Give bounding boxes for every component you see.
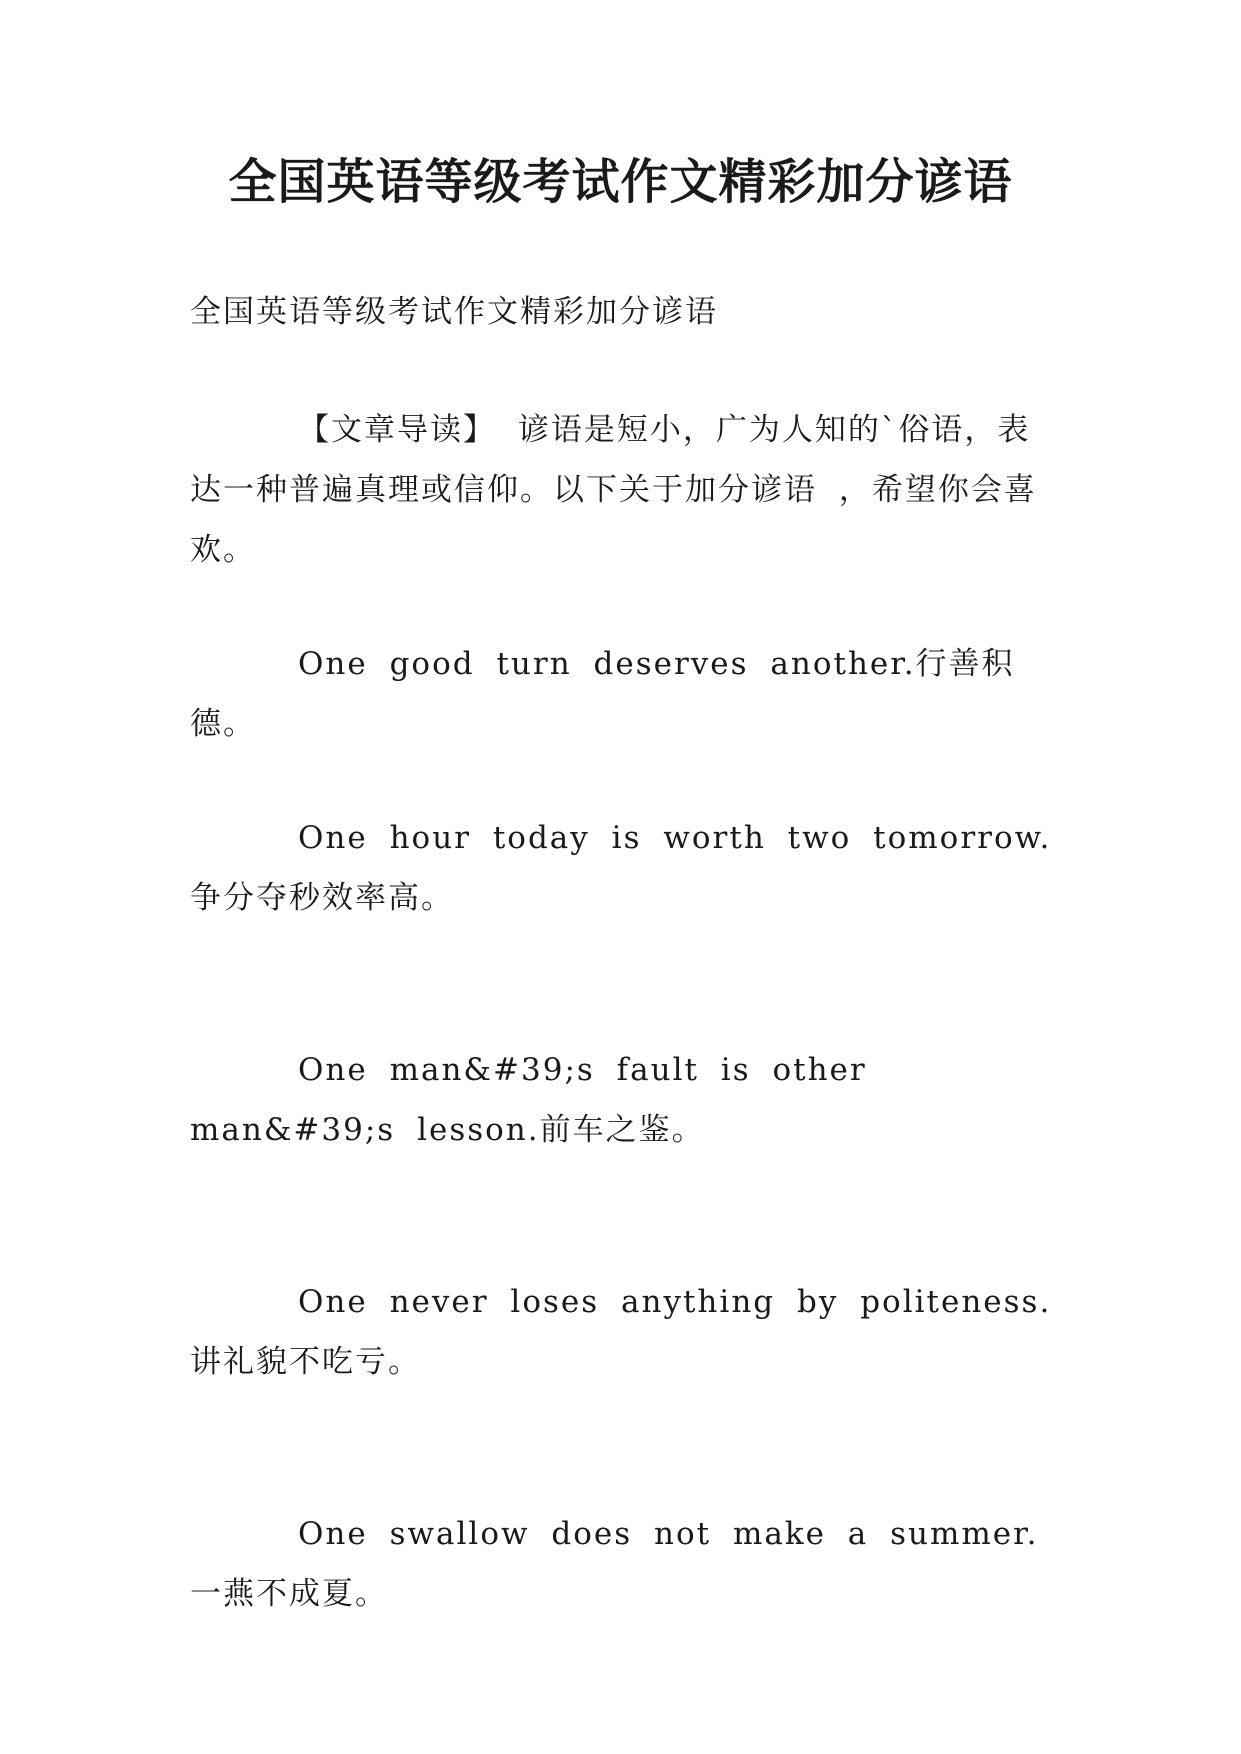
intro-paragraph: 【文章导读】 谚语是短小，广为人知的`俗语，表达一种普遍真理或信仰。以下关于加分谚语 ，希望你会喜欢。 (190, 412, 1037, 568)
document-title: 全国英语等级考试作文精彩加分谚语 (228, 154, 1013, 210)
proverb-paragraph: One hour today is worth two tomorrow.争分夺秒效率高。 (190, 820, 1052, 916)
proverb-paragraph: One swallow does not make a summer.一燕不成夏。 (190, 1516, 1039, 1612)
proverb-paragraph: One man&#39;s fault is other man&#39;s lesson.前车之鉴。 (190, 1052, 867, 1148)
proverb-paragraph: One good turn deserves another.行善积德。 (190, 646, 1015, 742)
document-subtitle: 全国英语等级考试作文精彩加分谚语 (190, 294, 718, 330)
proverb-paragraph: One never loses anything by politeness.讲礼貌不吃亏。 (190, 1284, 1052, 1380)
